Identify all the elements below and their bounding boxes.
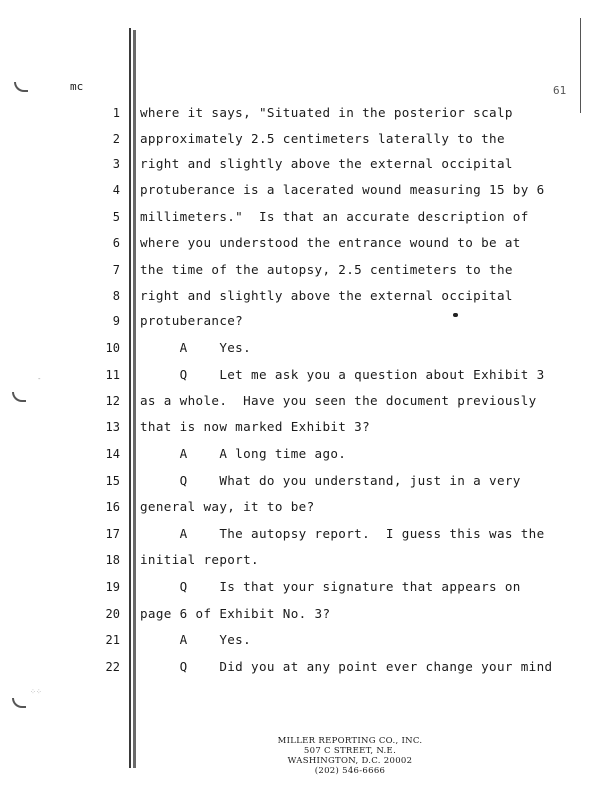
hole-punch-mark-middle [12,392,26,402]
transcript-line: right and slightly above the external occipital [140,156,513,171]
transcript-line: A A long time ago. [140,446,347,461]
transcript-line: approximately 2.5 centimeters laterally to the [140,131,505,146]
line-number: 6 [112,236,120,250]
transcript-line: that is now marked Exhibit 3? [140,419,371,434]
footer-street: 507 C STREET, N.E. [303,746,397,756]
line-number: 18 [105,553,120,567]
footer-company: MILLER REPORTING CO., INC. [277,736,423,746]
transcript-line: Q Let me ask you a question about Exhibit 3 [140,367,545,382]
line-number: 13 [105,420,120,434]
transcript-line: protuberance? [140,313,244,328]
line-number: 5 [112,210,120,224]
transcript-line: protuberance is a lacerated wound measuring 15 by 6 [140,182,545,197]
footer-phone: (202) 546-6666 [314,766,386,776]
line-number: 3 [112,157,120,171]
transcript-line: general way, it to be? [140,499,315,514]
line-number: 11 [105,368,120,382]
reporting-company-footer [230,736,470,776]
transcript-line: millimeters." Is that an accurate description of [140,209,529,224]
line-number: 12 [105,394,120,408]
transcript-line: A The autopsy report. I guess this was the [140,526,545,541]
transcript-line: right and slightly above the external occipital [140,288,513,303]
transcript-line: page 6 of Exhibit No. 3? [140,606,331,621]
left-margin-rule [129,28,131,768]
transcript-line: where it says, "Situated in the posterior scalp [140,105,513,120]
transcript-line: A Yes. [140,632,252,647]
line-number: 10 [105,341,120,355]
line-number: 19 [105,580,120,594]
line-number: 7 [112,263,120,277]
right-margin-rule [580,18,581,113]
transcript-line: the time of the autopsy, 2.5 centimeters to the [140,262,513,277]
line-number: 15 [105,474,120,488]
transcript-line: initial report. [140,552,259,567]
line-number: 9 [112,314,120,328]
transcript-line: A Yes. [140,340,252,355]
page-number: 61 [553,84,567,97]
transcript-line: as a whole. Have you seen the document previously [140,393,537,408]
hole-punch-mark-top [14,82,28,92]
footer-city: WASHINGTON, D.C. 20002 [287,756,413,766]
transcript-line: Q What do you understand, just in a very [140,473,521,488]
line-number: 8 [112,289,120,303]
line-number: 22 [105,660,120,674]
line-number: 1 [112,106,120,120]
line-number: 2 [112,132,120,146]
line-number: 20 [105,607,120,621]
scan-speck: - [38,375,41,383]
scan-speck: ⁘⁘ [30,688,42,696]
ink-mark [453,313,458,317]
line-number: 17 [105,527,120,541]
line-number: 16 [105,500,120,514]
transcript-line: where you understood the entrance wound to be at [140,235,521,250]
reporter-initials: mc [70,80,84,93]
line-number: 4 [112,183,120,197]
transcript-line: Q Is that your signature that appears on [140,579,521,594]
hole-punch-mark-bottom [12,698,26,708]
line-number: 21 [105,633,120,647]
left-margin-rule-inner [133,30,136,768]
line-number: 14 [105,447,120,461]
transcript-line: Q Did you at any point ever change your mind [140,659,553,674]
